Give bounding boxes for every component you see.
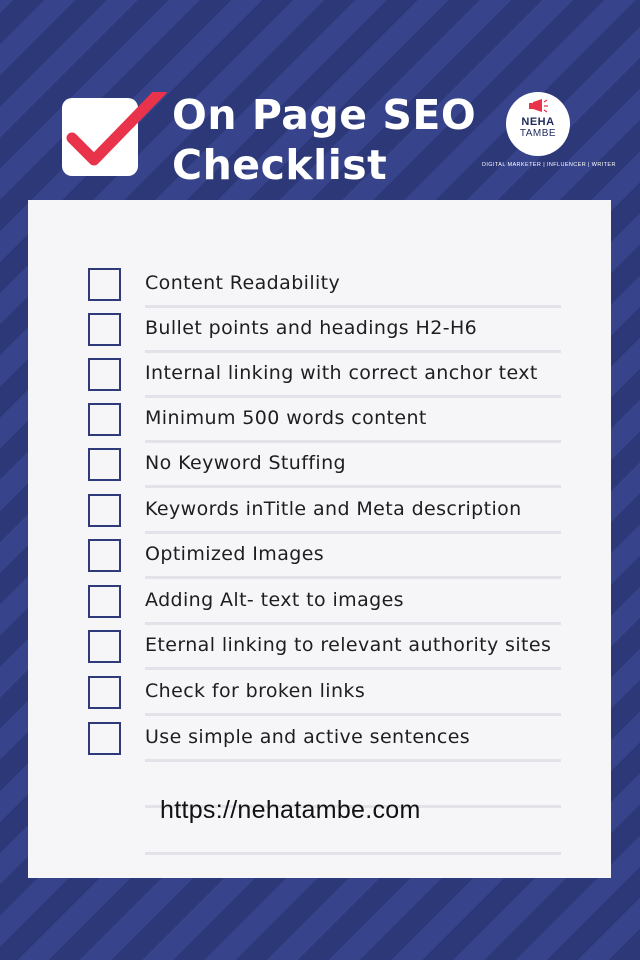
divider	[145, 350, 561, 353]
checklist-item-label: Optimized Images	[145, 543, 325, 565]
checklist-item	[28, 313, 611, 357]
checkbox[interactable]	[88, 268, 121, 301]
divider	[145, 759, 561, 762]
title-line-1: On Page SEO	[172, 91, 477, 139]
checklist-item	[28, 539, 611, 583]
checklist-item-label: Keywords inTitle and Meta description	[145, 498, 522, 520]
checklist-item	[28, 358, 611, 402]
logo-badge	[506, 92, 570, 156]
divider	[145, 531, 561, 534]
checkbox[interactable]	[88, 358, 121, 391]
checkbox[interactable]	[88, 585, 121, 618]
brand-logo	[482, 92, 616, 168]
checklist-item-label: Adding Alt- text to images	[145, 589, 404, 611]
divider	[145, 305, 561, 308]
checklist-item	[28, 722, 611, 766]
checklist-card	[28, 200, 611, 878]
logo-tagline: DIGITAL MARKETER | INFLUENCER | WRITER	[482, 162, 616, 168]
checklist-item-label: Bullet points and headings H2-H6	[145, 317, 478, 339]
checkbox[interactable]	[88, 313, 121, 346]
checkbox[interactable]	[88, 539, 121, 572]
page-title	[172, 90, 476, 190]
divider	[145, 440, 561, 443]
checklist-item	[28, 403, 611, 447]
checklist-item-label: Use simple and active sentences	[145, 726, 471, 748]
checklist-item-label: No Keyword Stuffing	[145, 452, 346, 474]
checkbox[interactable]	[88, 676, 121, 709]
divider	[145, 667, 561, 670]
checklist-item	[28, 630, 611, 674]
divider	[145, 852, 561, 855]
checkbox[interactable]	[88, 722, 121, 755]
logo-name-line-2: TAMBE	[519, 128, 557, 139]
title-line-2: Checklist	[172, 141, 388, 189]
checklist-item	[28, 268, 611, 312]
divider	[145, 395, 561, 398]
checklist-item-label: Eternal linking to relevant authority sites	[145, 634, 552, 656]
checklist-item	[28, 585, 611, 629]
checkbox[interactable]	[88, 448, 121, 481]
checkmark-box-icon	[58, 92, 168, 182]
checklist-item-label: Check for broken links	[145, 680, 366, 702]
logo-name-line-1: NEHA	[521, 116, 555, 128]
divider	[145, 485, 561, 488]
checklist-item	[28, 494, 611, 538]
checkbox[interactable]	[88, 630, 121, 663]
checklist-item	[28, 448, 611, 492]
website-link[interactable]: https://nehatambe.com	[160, 796, 421, 824]
checklist-item	[28, 676, 611, 720]
checkbox[interactable]	[88, 494, 121, 527]
divider	[145, 576, 561, 579]
divider	[145, 622, 561, 625]
divider	[145, 713, 561, 716]
checklist-item-label: Content Readability	[145, 272, 341, 294]
checklist-item-label: Minimum 500 words content	[145, 407, 427, 429]
checklist-item-label: Internal linking with correct anchor text	[145, 362, 538, 384]
checkbox[interactable]	[88, 403, 121, 436]
